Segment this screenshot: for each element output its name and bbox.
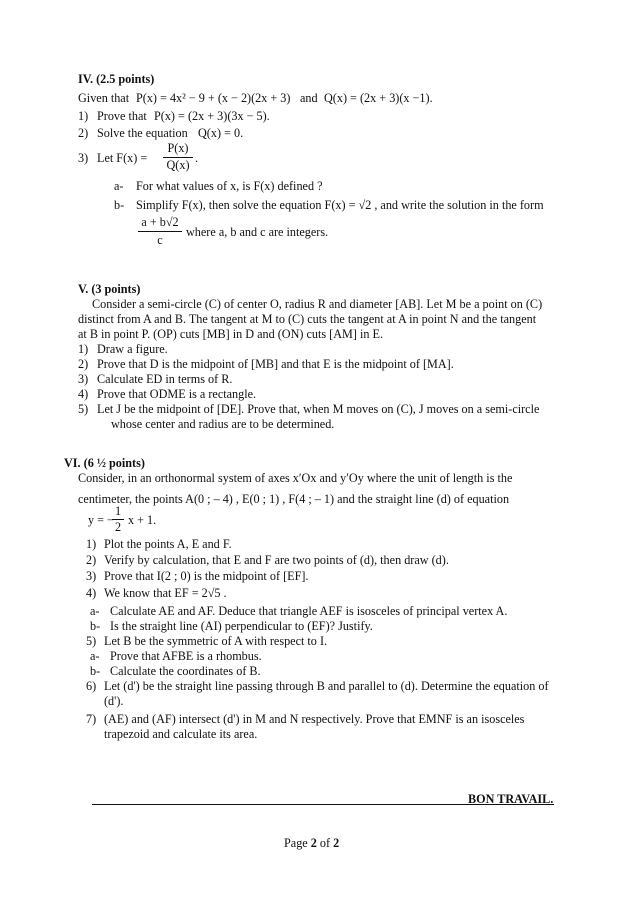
sec6-item-7-text: (AE) and (AF) intersect (d') in M and N respectively. Prove that EMNF is an isosceles <box>104 712 525 726</box>
sec6-paragraph-line-2: centimeter, the points A(0 ; – 4) , E(0 ; 1) , F(4 ; – 1) and the straight line (d) of equation <box>78 492 510 506</box>
sec4-qb-label: b- <box>114 198 125 212</box>
page-current: 2 <box>310 836 317 850</box>
closing-signature: BON TRAVAIL. <box>468 792 554 806</box>
sec6-equation-right: x + 1. <box>128 513 157 527</box>
sec4-q2-text: Solve the equation <box>97 126 188 140</box>
section-6-title: VI. (6 ½ points) <box>64 456 145 470</box>
sec4-form-numerator: a + b√2 <box>141 215 179 229</box>
sec6-item-5a-label: a- <box>90 649 100 663</box>
sec5-item-5-number: 5) <box>78 402 89 416</box>
sec5-paragraph-line-2: distinct from A and B. The tangent at M to (C) cuts the tangent at A in point N and the tangent <box>78 312 537 326</box>
sec6-paragraph-line-1: Consider, in an orthonormal system of axes x′Ox and y′Oy where the unit of length is the <box>78 471 513 485</box>
sec4-q1-number: 1) <box>78 109 89 123</box>
sec4-fraction-numerator: P(x) <box>167 141 189 155</box>
sec4-q2-math: Q(x) = 0. <box>198 126 244 140</box>
sec5-item-3-number: 3) <box>78 372 89 386</box>
page-of: of <box>316 836 334 850</box>
sec4-q3-text: Let F(x) = <box>97 151 148 165</box>
sec6-item-4-text: We know that EF = 2√5 . <box>104 586 227 600</box>
section-5-title: V. (3 points) <box>78 282 141 296</box>
sec5-paragraph-line-1: Consider a semi-circle (C) of center O, radius R and diameter [AB]. Let M be a point on (C) <box>92 297 543 311</box>
sec6-item-7-number: 7) <box>86 712 97 726</box>
sec5-item-1-text: Draw a figure. <box>97 342 168 356</box>
sec5-item-3-text: Calculate ED in terms of R. <box>97 372 233 386</box>
sec4-p-definition: P(x) = 4x² − 9 + (x − 2)(2x + 3) <box>136 91 291 105</box>
page-number-footer <box>284 836 339 851</box>
sec6-item-7-continuation: trapezoid and calculate its area. <box>104 727 258 741</box>
sec4-qa-text: For what values of x, is F(x) defined ? <box>136 179 323 193</box>
footer-rule <box>92 804 554 805</box>
sec6-equation-numerator: 1 <box>114 504 122 518</box>
sec6-item-4b-text: Is the straight line (AI) perpendicular to (EF)? Justify. <box>110 619 373 633</box>
sec4-qb-tail: where a, b and c are integers. <box>186 225 329 239</box>
sec6-item-6-number: 6) <box>86 679 97 693</box>
sec6-item-5-number: 5) <box>86 634 97 648</box>
sec6-item-4b-label: b- <box>90 619 101 633</box>
sec6-item-2-text: Verify by calculation, that E and F are two points of (d), then draw (d). <box>104 553 449 567</box>
sec4-q-definition: Q(x) = (2x + 3)(x −1). <box>324 91 433 105</box>
section-4-title: IV. (2.5 points) <box>78 72 155 86</box>
sec4-q3-number: 3) <box>78 151 89 165</box>
sec4-q3-period: . <box>195 151 199 165</box>
sec5-item-5-continuation: whose center and radius are to be determined. <box>111 417 335 431</box>
sec6-item-1-number: 1) <box>86 537 97 551</box>
sec4-qa-label: a- <box>114 179 124 193</box>
sec6-item-5b-label: b- <box>90 664 101 678</box>
sec6-item-4-number: 4) <box>86 586 97 600</box>
sec5-item-1-number: 1) <box>78 342 89 356</box>
sec6-equation-left: y = − <box>88 513 114 527</box>
sec4-q1-text: Prove that <box>97 109 147 123</box>
sec6-item-4a-text: Calculate AE and AF. Deduce that triangle AEF is isosceles of principal vertex A. <box>110 604 508 618</box>
sec4-form-bar <box>138 231 182 232</box>
sec6-item-3-text: Prove that I(2 ; 0) is the midpoint of [EF]. <box>104 569 309 583</box>
sec6-item-4a-label: a- <box>90 604 100 618</box>
sec4-form-denominator: c <box>157 233 163 247</box>
sec5-item-2-number: 2) <box>78 357 89 371</box>
sec6-item-2-number: 2) <box>86 553 97 567</box>
sec5-item-5-text: Let J be the midpoint of [DE]. Prove that, when M moves on (C), J moves on a semi-circle <box>97 402 540 416</box>
sec4-given-text: Given that <box>78 91 130 105</box>
sec4-q2-number: 2) <box>78 126 89 140</box>
sec6-item-5a-text: Prove that AFBE is a rhombus. <box>110 649 262 663</box>
sec5-item-4-number: 4) <box>78 387 89 401</box>
page-prefix: Page <box>284 836 311 850</box>
sec4-qb-text: Simplify F(x), then solve the equation F(x) = √2 , and write the solution in the form <box>136 198 544 212</box>
sec5-item-2-text: Prove that D is the midpoint of [MB] and that E is the midpoint of [MA]. <box>97 357 454 371</box>
sec6-item-5-text: Let B be the symmetric of A with respect to I. <box>104 634 328 648</box>
sec6-item-6-text: Let (d') be the straight line passing through B and parallel to (d). Determine the equation of <box>104 679 549 693</box>
sec6-item-3-number: 3) <box>86 569 97 583</box>
page-total: 2 <box>333 836 340 850</box>
sec6-item-5b-text: Calculate the coordinates of B. <box>110 664 261 678</box>
sec6-equation-denominator: 2 <box>114 520 122 534</box>
sec6-item-6-continuation: (d'). <box>104 694 124 708</box>
sec5-item-4-text: Prove that ODME is a rectangle. <box>97 387 257 401</box>
sec4-fraction-denominator: Q(x) <box>166 158 190 172</box>
sec4-q1-math: P(x) = (2x + 3)(3x − 5). <box>154 109 270 123</box>
sec6-item-1-text: Plot the points A, E and F. <box>104 537 232 551</box>
sec5-paragraph-line-3: at B in point P. (OP) cuts [MB] in D and (ON) cuts [AM] in E. <box>78 327 384 341</box>
sec4-and: and <box>300 91 318 105</box>
